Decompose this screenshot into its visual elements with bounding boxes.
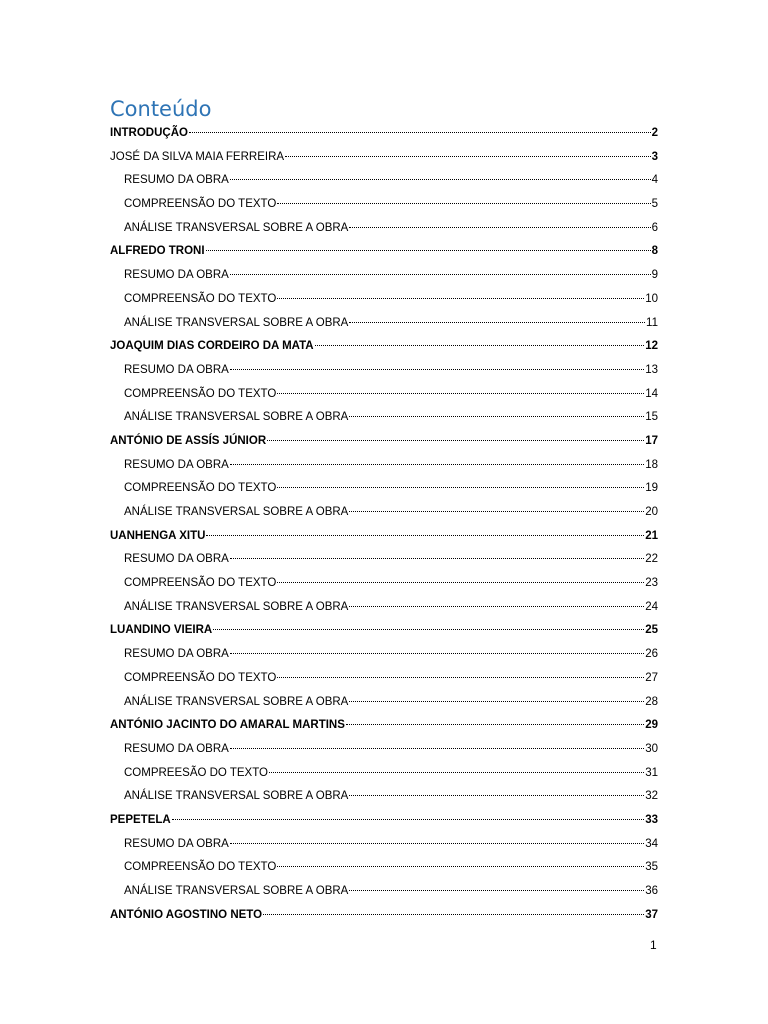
toc-entry-section[interactable] bbox=[110, 667, 658, 691]
toc-entry-label: COMPREENSÃO DO TEXTO bbox=[124, 577, 277, 590]
toc-entry-section[interactable] bbox=[110, 406, 658, 430]
toc-entry-label: RESUMO DA OBRA bbox=[124, 458, 229, 471]
toc-dot-leader bbox=[230, 274, 651, 275]
toc-dot-leader bbox=[230, 653, 644, 654]
toc-entry-page-number: 21 bbox=[645, 529, 658, 542]
toc-entry-page-number: 34 bbox=[645, 837, 658, 850]
toc-entry-page-number: 2 bbox=[651, 127, 658, 139]
toc-entry-page-number: 9 bbox=[651, 269, 658, 282]
toc-entry-label: RESUMO DA OBRA bbox=[124, 269, 229, 282]
toc-dot-leader bbox=[285, 156, 651, 157]
toc-entry-page-number: 14 bbox=[645, 387, 658, 400]
toc-dot-leader bbox=[230, 179, 651, 180]
toc-entry-label: COMPREESÃO DO TEXTO bbox=[124, 766, 268, 779]
toc-entry-page-number: 11 bbox=[646, 316, 658, 329]
toc-entry-section[interactable] bbox=[110, 596, 658, 620]
toc-entry-label: INTRODUÇÃO bbox=[110, 127, 188, 139]
toc-entry-label: RESUMO DA OBRA bbox=[124, 837, 229, 850]
toc-entry-page-number: 15 bbox=[645, 411, 658, 424]
toc-dot-leader bbox=[349, 511, 644, 512]
toc-entry-label: JOSÉ DA SILVA MAIA FERREIRA bbox=[110, 150, 285, 163]
toc-entry-page-number: 19 bbox=[645, 482, 658, 495]
toc-entry-page-number: 27 bbox=[645, 671, 658, 684]
toc-dot-leader bbox=[269, 772, 644, 773]
toc-entry-section[interactable] bbox=[110, 572, 658, 596]
toc-entry-page-number: 26 bbox=[645, 648, 658, 661]
toc-entry-page-number: 31 bbox=[645, 766, 658, 779]
toc-entry-section[interactable] bbox=[110, 454, 658, 478]
toc-entry-page-number: 32 bbox=[645, 790, 658, 803]
toc-dot-leader bbox=[277, 582, 644, 583]
toc-dot-leader bbox=[349, 227, 650, 228]
toc-entry-label: PEPETELA bbox=[110, 813, 171, 826]
toc-entry-page-number: 29 bbox=[645, 719, 658, 732]
toc-entry-chapter[interactable] bbox=[110, 240, 658, 264]
toc-entry-section[interactable] bbox=[110, 880, 658, 904]
toc-dot-leader bbox=[189, 132, 651, 133]
toc-dot-leader bbox=[277, 866, 644, 867]
toc-entry-chapter[interactable] bbox=[110, 122, 658, 146]
toc-entry-label: ANÁLISE TRANSVERSAL SOBRE A OBRA bbox=[124, 411, 349, 424]
toc-entry-page-number: 28 bbox=[645, 695, 658, 708]
toc-entry-section[interactable] bbox=[110, 288, 658, 312]
toc-entry-page-number: 22 bbox=[645, 553, 658, 566]
toc-entry-label: ANTÓNIO JACINTO DO AMARAL MARTINS bbox=[110, 719, 345, 732]
toc-entry-page-number: 24 bbox=[645, 600, 658, 613]
toc-dot-leader bbox=[213, 629, 644, 630]
toc-entry-page-number: 33 bbox=[645, 813, 658, 826]
toc-entry-label: UANHENGA XITU bbox=[110, 529, 206, 542]
toc-dot-leader bbox=[349, 890, 644, 891]
toc-entry-label: COMPREENSÃO DO TEXTO bbox=[124, 198, 277, 211]
toc-entry-label: ANÁLISE TRANSVERSAL SOBRE A OBRA bbox=[124, 221, 349, 234]
toc-dot-leader bbox=[349, 322, 645, 323]
toc-dot-leader bbox=[346, 724, 644, 725]
toc-entry-label: ANÁLISE TRANSVERSAL SOBRE A OBRA bbox=[124, 695, 349, 708]
toc-entry-page-number: 20 bbox=[645, 506, 658, 518]
toc-entry-page-number: 4 bbox=[651, 174, 658, 187]
toc-dot-leader bbox=[315, 345, 645, 346]
toc-entry-chapter[interactable] bbox=[110, 619, 658, 643]
toc-entry-page-number: 30 bbox=[645, 742, 658, 755]
toc-entry-page-number: 12 bbox=[645, 340, 658, 353]
toc-entry-page-number: 8 bbox=[651, 245, 658, 258]
toc-dot-leader bbox=[277, 487, 644, 488]
toc-entry-label: RESUMO DA OBRA bbox=[124, 553, 229, 566]
toc-entry-section[interactable] bbox=[110, 193, 658, 217]
toc-entry-section[interactable] bbox=[110, 785, 658, 809]
toc-entry-chapter[interactable] bbox=[110, 335, 658, 359]
toc-entry-label: ANTÓNIO AGOSTINO NETO bbox=[110, 908, 263, 921]
toc-dot-leader bbox=[230, 843, 644, 844]
toc-entry-section[interactable] bbox=[110, 383, 658, 407]
toc-dot-leader bbox=[206, 535, 644, 536]
toc-entry-section[interactable] bbox=[110, 217, 658, 241]
toc-entry-chapter[interactable] bbox=[110, 430, 658, 454]
table-of-contents bbox=[110, 122, 658, 927]
toc-entry-page-number: 3 bbox=[651, 150, 658, 163]
toc-entry-label: RESUMO DA OBRA bbox=[124, 742, 229, 755]
toc-entry-label: RESUMO DA OBRA bbox=[124, 363, 229, 376]
toc-entry-section[interactable] bbox=[110, 691, 658, 715]
toc-dot-leader bbox=[206, 250, 651, 251]
toc-entry-chapter[interactable] bbox=[110, 525, 658, 549]
toc-entry-page-number: 25 bbox=[645, 624, 658, 637]
toc-entry-page-number: 5 bbox=[651, 198, 658, 211]
toc-entry-page-number: 6 bbox=[651, 221, 658, 234]
toc-entry-label: RESUMO DA OBRA bbox=[124, 648, 229, 661]
toc-entry-chapter[interactable] bbox=[110, 714, 658, 738]
toc-entry-label: ANÁLISE TRANSVERSAL SOBRE A OBRA bbox=[124, 506, 349, 518]
toc-entry-section[interactable] bbox=[110, 501, 658, 525]
toc-entry-page-number: 18 bbox=[645, 458, 658, 471]
toc-dot-leader bbox=[172, 819, 644, 820]
toc-dot-leader bbox=[267, 440, 644, 441]
toc-entry-section[interactable] bbox=[110, 264, 658, 288]
toc-entry-label: COMPREENSÃO DO TEXTO bbox=[124, 387, 277, 400]
toc-entry-page-number: 37 bbox=[645, 908, 658, 921]
toc-dot-leader bbox=[230, 558, 644, 559]
toc-dot-leader bbox=[263, 914, 644, 915]
toc-entry-label: ALFREDO TRONI bbox=[110, 245, 205, 258]
toc-entry-page-number: 35 bbox=[645, 861, 658, 874]
toc-entry-section[interactable] bbox=[110, 738, 658, 762]
toc-entry-section[interactable] bbox=[110, 643, 658, 667]
toc-entry-label: ANÁLISE TRANSVERSAL SOBRE A OBRA bbox=[124, 316, 349, 329]
toc-entry-label: COMPREENSÃO DO TEXTO bbox=[124, 671, 277, 684]
toc-dot-leader bbox=[230, 748, 644, 749]
toc-dot-leader bbox=[230, 464, 644, 465]
toc-entry-label: ANTÓNIO DE ASSÍS JÚNIOR bbox=[110, 434, 267, 447]
toc-heading: Conteúdo bbox=[110, 97, 212, 121]
toc-entry-label: JOAQUIM DIAS CORDEIRO DA MATA bbox=[110, 340, 314, 353]
toc-entry-label: LUANDINO VIEIRA bbox=[110, 624, 213, 637]
toc-entry-chapter[interactable] bbox=[110, 809, 658, 833]
toc-dot-leader bbox=[277, 203, 650, 204]
toc-entry-label: COMPREENSÃO DO TEXTO bbox=[124, 292, 277, 305]
toc-entry-section[interactable] bbox=[110, 762, 658, 786]
toc-entry-section[interactable] bbox=[110, 477, 658, 501]
toc-entry-section[interactable] bbox=[110, 359, 658, 383]
toc-dot-leader bbox=[349, 416, 644, 417]
toc-entry-page-number: 17 bbox=[645, 434, 658, 447]
toc-entry-page-number: 13 bbox=[645, 363, 658, 376]
toc-entry-section[interactable] bbox=[110, 312, 658, 336]
toc-entry-label: COMPREENSÃO DO TEXTO bbox=[124, 482, 277, 495]
toc-entry-label: ANÁLISE TRANSVERSAL SOBRE A OBRA bbox=[124, 885, 349, 897]
toc-entry-label: ANÁLISE TRANSVERSAL SOBRE A OBRA bbox=[124, 790, 349, 803]
toc-entry-section[interactable] bbox=[110, 856, 658, 880]
toc-dot-leader bbox=[277, 677, 644, 678]
toc-entry-section[interactable] bbox=[110, 169, 658, 193]
toc-dot-leader bbox=[277, 393, 644, 394]
toc-entry-chapter[interactable] bbox=[110, 146, 658, 170]
toc-dot-leader bbox=[349, 606, 644, 607]
toc-entry-label: ANÁLISE TRANSVERSAL SOBRE A OBRA bbox=[124, 600, 349, 613]
toc-dot-leader bbox=[230, 369, 644, 370]
toc-entry-page-number: 10 bbox=[645, 292, 658, 305]
toc-entry-page-number: 23 bbox=[645, 577, 658, 590]
toc-dot-leader bbox=[349, 701, 644, 702]
page-number: 1 bbox=[650, 938, 657, 952]
toc-entry-chapter[interactable] bbox=[110, 904, 658, 928]
toc-entry-label: RESUMO DA OBRA bbox=[124, 174, 229, 187]
toc-dot-leader bbox=[277, 298, 644, 299]
toc-entry-section[interactable] bbox=[110, 833, 658, 857]
toc-entry-page-number: 36 bbox=[645, 885, 658, 897]
toc-entry-label: COMPREENSÃO DO TEXTO bbox=[124, 861, 277, 874]
toc-dot-leader bbox=[349, 795, 644, 796]
toc-entry-section[interactable] bbox=[110, 548, 658, 572]
